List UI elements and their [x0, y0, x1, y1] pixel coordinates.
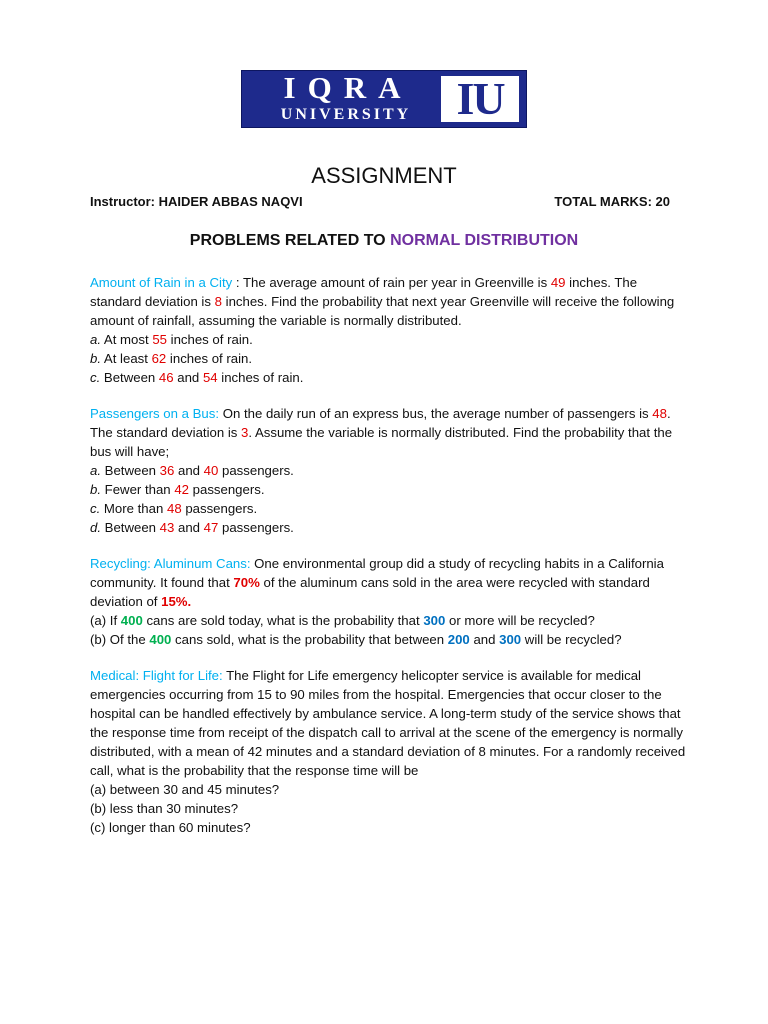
problem-text: cans sold, what is the probability that between — [171, 632, 448, 647]
problem-label: Medical: Flight for Life: — [90, 668, 223, 683]
problem-value: 300 — [499, 632, 522, 647]
option-letter: b. — [90, 482, 101, 497]
problem-text: of the aluminum cans sold in the area were recycled with standard deviation of — [90, 575, 650, 609]
problems-list — [90, 273, 690, 854]
option-letter: c. — [90, 501, 101, 516]
heading-prefix: PROBLEMS RELATED TO — [189, 232, 391, 249]
problem-text: passengers. — [218, 463, 294, 478]
problem-text: cans are sold today, what is the probability that — [142, 613, 424, 628]
problem-value: 46 — [158, 370, 174, 385]
problem-text: : The average amount of rain per year in Greenville is — [232, 275, 551, 290]
problem-text: Between — [101, 520, 160, 535]
problem-text: . Assume the variable is normally distributed. Find the probability that the bus will have; — [90, 425, 673, 459]
problem-value: 70% — [233, 575, 260, 590]
problem-value: 43 — [159, 520, 175, 535]
problem-value: 48 — [166, 501, 182, 516]
problem-label: Passengers on a Bus: — [90, 406, 220, 421]
problem-block — [90, 404, 690, 537]
problem-value: 200 — [447, 632, 470, 647]
problem-text: inches. Find the probability that next year Greenville will receive the following amount of rainfall, assuming the variable is normally distributed. — [90, 294, 675, 328]
problem-value: 3 — [241, 425, 249, 440]
problem-text: and — [174, 520, 204, 535]
problem-value: 42 — [174, 482, 189, 497]
problem-value: 400 — [120, 613, 143, 628]
problem-label: Amount of Rain in a City — [90, 275, 233, 290]
problem-value: 400 — [149, 632, 172, 647]
problem-value: 49 — [550, 275, 566, 290]
problem-text: or more will be recycled? — [445, 613, 595, 628]
problem-block — [90, 554, 690, 649]
problem-block — [90, 666, 690, 837]
problem-text: (c) longer than 60 minutes? — [90, 820, 251, 835]
problem-text: (a) between 30 and 45 minutes? — [90, 782, 280, 797]
logo-iqra-text: IQRA — [283, 70, 413, 105]
problem-text: Between — [101, 463, 160, 478]
problem-text: passengers. — [181, 501, 258, 516]
problem-text: (a) If — [90, 613, 121, 628]
problem-value: 54 — [202, 370, 218, 385]
total-marks-label: TOTAL MARKS: 20 — [554, 194, 670, 209]
problem-block — [90, 273, 690, 387]
problem-label: Recycling: Aluminum Cans: — [90, 556, 251, 571]
problem-text: At most — [101, 332, 153, 347]
option-letter: a. — [90, 463, 101, 478]
problem-text: (b) less than 30 minutes? — [90, 801, 239, 816]
problem-value: 55 — [152, 332, 167, 347]
section-heading — [0, 230, 768, 252]
heading-highlight: NORMAL DISTRIBUTION — [390, 232, 579, 249]
problem-text: Fewer than — [101, 482, 175, 497]
option-letter: b. — [90, 351, 101, 366]
problem-value: 8 — [214, 294, 222, 309]
logo-university-text: UNIVERSITY — [280, 106, 412, 123]
problem-text: inches of rain. — [166, 332, 253, 347]
problem-value: 300 — [423, 613, 446, 628]
problem-text: and — [173, 370, 203, 385]
problem-text: (b) Of the — [90, 632, 150, 647]
page-title: ASSIGNMENT — [311, 163, 457, 188]
problem-text: inches of rain. — [217, 370, 304, 385]
option-letter: d. — [90, 520, 101, 535]
problem-text: At least — [101, 351, 152, 366]
problem-text: passengers. — [218, 520, 294, 535]
problem-text: The Flight for Life emergency helicopter service is available for medical emergencies occurring from 15 to 90 miles from the hospital. Emergencies that occur closer to the hospital can be handled effectively by ambulance service. A long-term study of the service shows that the response time from receipt of the dispatch call to arrival at the scene of the emergency is normally distributed, with a mean of 42 minutes and a standard deviation of 8 minutes. For a randomly received call, what is the probability that the response time will be — [90, 668, 686, 778]
problem-text: Between — [100, 370, 159, 385]
problem-value: 40 — [203, 463, 219, 478]
problem-text: inches. The standard deviation is — [90, 275, 638, 309]
problem-text: . The standard deviation is — [90, 406, 671, 440]
problem-value: 15%. — [161, 594, 192, 609]
logo-iu-mark: IU — [441, 76, 519, 122]
instructor-label: Instructor: HAIDER ABBAS NAQVI — [90, 194, 303, 209]
problem-text: passengers. — [188, 482, 265, 497]
problem-text: On the daily run of an express bus, the average number of passengers is — [219, 406, 653, 421]
problem-value: 36 — [159, 463, 175, 478]
university-logo — [241, 70, 527, 128]
option-letter: a. — [90, 332, 101, 347]
problem-text: More than — [100, 501, 167, 516]
problem-text: and — [469, 632, 500, 647]
problem-text: and — [174, 463, 204, 478]
problem-value: 62 — [151, 351, 167, 366]
problem-value: 47 — [203, 520, 219, 535]
problem-text: One environmental group did a study of recycling habits in a California community. It found that — [90, 556, 664, 590]
problem-value: 48 — [652, 406, 667, 421]
problem-text: inches of rain. — [166, 351, 253, 366]
option-letter: c. — [90, 370, 101, 385]
problem-text: will be recycled? — [521, 632, 622, 647]
